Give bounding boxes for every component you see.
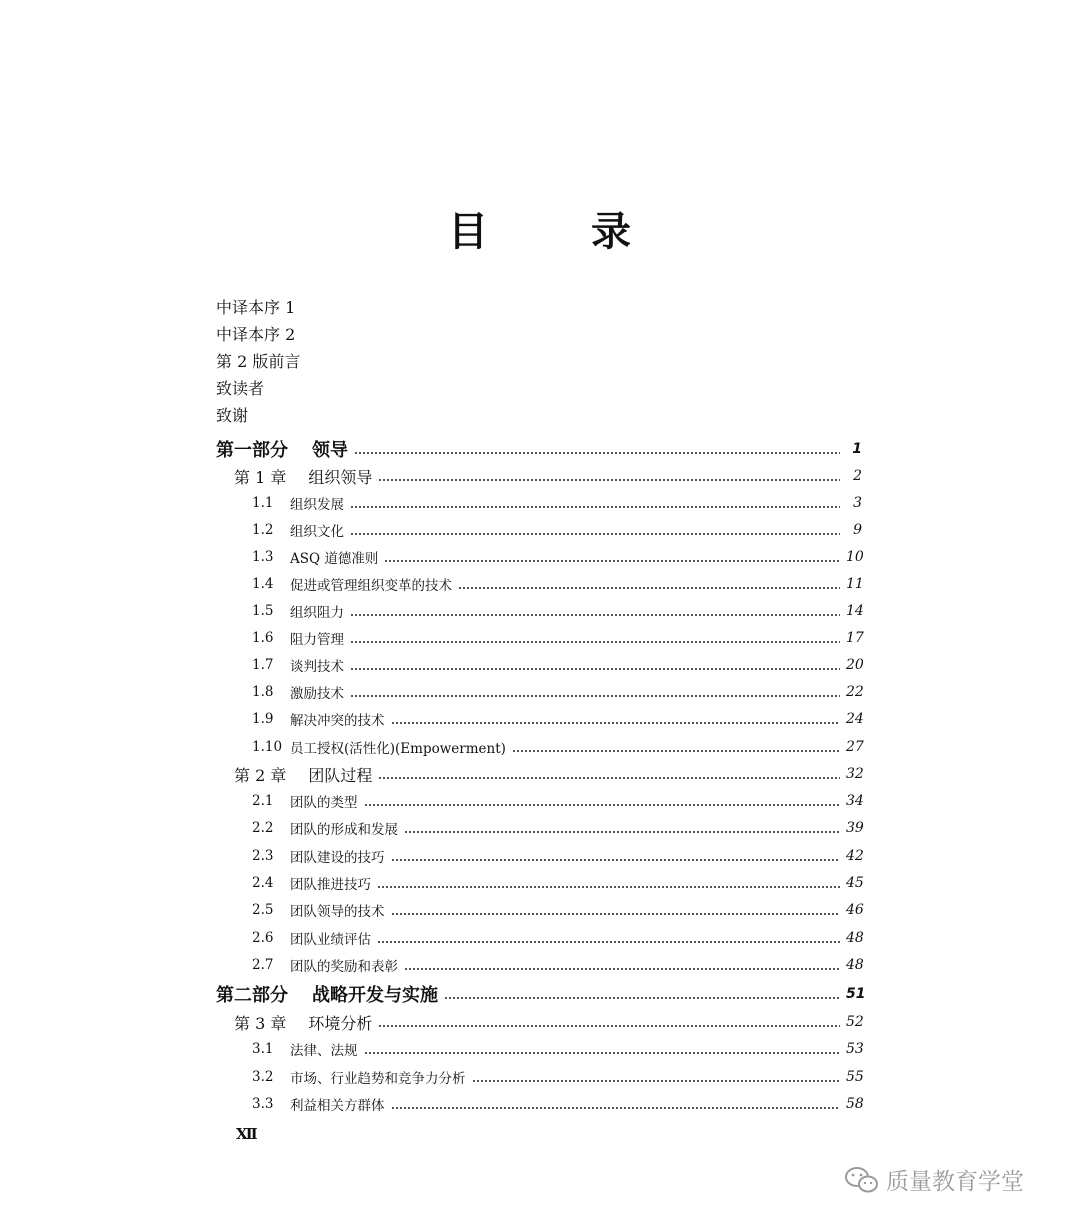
toc-entry-number: 第 3 章	[234, 1013, 287, 1033]
dot-leader	[472, 1066, 841, 1088]
dot-leader	[377, 872, 840, 894]
toc-entry-number: 2.1	[252, 793, 274, 809]
toc-entry-sec[interactable]	[252, 492, 862, 514]
wechat-icon	[844, 1165, 880, 1195]
toc-entry-title: 团队的形成和发展	[290, 822, 398, 838]
dot-leader	[350, 654, 840, 676]
toc-entry-page: 48	[846, 957, 864, 973]
toc-entry-number: 第二部分	[216, 985, 288, 1006]
toc-entry-number: 2.5	[252, 902, 274, 918]
toc-entry-number: 1.5	[252, 603, 274, 619]
toc-entry-title: 组织发展	[290, 497, 344, 513]
toc-entry-number: 2.6	[252, 930, 274, 946]
dot-leader	[512, 736, 840, 758]
toc-entry-sec[interactable]	[252, 1093, 862, 1115]
toc-entry-page: 14	[846, 603, 864, 619]
dot-leader	[350, 600, 840, 622]
toc-entry-number: 1.1	[252, 495, 274, 511]
toc-entry-part[interactable]	[216, 438, 862, 460]
toc-entry-title: 团队的类型	[290, 795, 358, 811]
toc-entry-page: 32	[846, 766, 864, 782]
toc-entry-sec[interactable]	[252, 1038, 862, 1060]
dot-leader	[404, 817, 840, 839]
toc-entry-page: 53	[846, 1041, 864, 1057]
toc-entry-page: 45	[846, 875, 864, 891]
toc-entry-number: 3.1	[252, 1041, 274, 1057]
toc-entry-sec[interactable]	[252, 519, 862, 541]
toc-entry-sec[interactable]	[252, 817, 862, 839]
toc-entry-page: 1	[852, 441, 862, 457]
front-matter-item[interactable]: 致谢	[216, 406, 249, 425]
page-title	[0, 200, 1080, 260]
toc-entry-sec[interactable]	[252, 681, 862, 703]
dot-leader	[350, 519, 840, 541]
toc-entry-number: 1.10	[252, 739, 283, 755]
toc-entry-number: 2.2	[252, 820, 274, 836]
toc-entry-title: 员工授权(活性化)(Empowerment)	[290, 741, 506, 757]
toc-entry-sec[interactable]	[252, 1066, 862, 1088]
dot-leader	[404, 954, 840, 976]
toc-entry-number: 1.9	[252, 711, 274, 727]
toc-entry-sec[interactable]	[252, 845, 862, 867]
toc-entry-page: 27	[846, 739, 864, 755]
toc-entry-title: 团队领导的技术	[290, 904, 385, 920]
dot-leader	[350, 627, 840, 649]
dot-leader	[384, 546, 840, 568]
toc-entry-sec[interactable]	[252, 954, 862, 976]
dot-leader	[378, 1011, 840, 1033]
toc-entry-number: 1.7	[252, 657, 274, 673]
toc-entry-title: 团队建设的技巧	[290, 850, 385, 866]
front-matter-item[interactable]: 中译本序 2	[216, 325, 296, 344]
toc-entry-number: 2.4	[252, 875, 274, 891]
dot-leader	[391, 1093, 841, 1115]
toc-entry-title: 解决冲突的技术	[290, 713, 385, 729]
toc-entry-sec[interactable]	[252, 654, 862, 676]
toc-entry-title: 市场、行业趋势和竞争力分析	[290, 1071, 466, 1087]
toc-entry-title: 组织文化	[290, 524, 344, 540]
toc-entry-title: 环境分析	[308, 1013, 373, 1033]
toc-entry-chap[interactable]	[234, 763, 862, 785]
toc-entry-title: 法律、法规	[290, 1043, 358, 1059]
toc-entry-title: 谈判技术	[290, 659, 344, 675]
toc-entry-number: 3.3	[252, 1096, 274, 1112]
toc-entry-sec[interactable]	[252, 546, 862, 568]
toc-entry-title: 促进或管理组织变革的技术	[290, 578, 452, 594]
toc-entry-page: 17	[846, 630, 864, 646]
toc-entry-page: 24	[846, 711, 864, 727]
toc-entry-title: 组织阻力	[290, 605, 344, 621]
toc-entry-sec[interactable]	[252, 927, 862, 949]
toc-entry-chap[interactable]	[234, 465, 862, 487]
toc-entry-sec[interactable]	[252, 708, 862, 730]
toc-entry-number: 1.2	[252, 522, 274, 538]
dot-leader	[350, 492, 840, 514]
toc-entry-title: 团队的奖励和表彰	[290, 959, 398, 975]
toc-entry-page: 52	[846, 1014, 864, 1030]
toc-entry-sec[interactable]	[252, 736, 862, 758]
title-char-1: 目	[448, 209, 488, 255]
toc-entry-sec[interactable]	[252, 899, 862, 921]
toc-entry-page: 20	[846, 657, 864, 673]
toc-entry-sec[interactable]	[252, 573, 862, 595]
dot-leader	[350, 681, 840, 703]
toc-entry-page: 3	[853, 495, 862, 511]
toc-entry-page: 10	[846, 549, 864, 565]
dot-leader	[391, 899, 841, 921]
title-char-2: 录	[591, 209, 631, 255]
dot-leader	[378, 763, 840, 785]
toc-entry-page: 11	[846, 576, 864, 592]
toc-entry-title: 激励技术	[290, 686, 344, 702]
toc-entry-number: 第一部分	[216, 440, 288, 461]
front-matter-item[interactable]: 第 2 版前言	[216, 352, 301, 371]
toc-entry-title: 领导	[312, 440, 348, 461]
toc-entry-sec[interactable]	[252, 600, 862, 622]
toc-entry-page: 48	[846, 930, 864, 946]
dot-leader	[378, 465, 840, 487]
dot-leader	[458, 573, 840, 595]
front-matter-item[interactable]: 致读者	[216, 379, 265, 398]
toc-entry-page: 46	[846, 902, 864, 918]
dot-leader	[364, 790, 841, 812]
toc-entry-number: 2.3	[252, 848, 274, 864]
toc-entry-title: 组织领导	[308, 467, 373, 487]
toc-entry-title: 利益相关方群体	[290, 1098, 385, 1114]
toc-entry-number: 1.3	[252, 549, 274, 565]
toc-entry-page: 39	[846, 820, 864, 836]
toc-entry-part[interactable]	[216, 983, 866, 1006]
dot-leader	[444, 983, 840, 1005]
toc-entry-page: 58	[846, 1096, 864, 1112]
page-numeral: XII	[236, 1125, 256, 1143]
toc-entry-page: 55	[846, 1069, 864, 1085]
watermark	[844, 1163, 1024, 1196]
dot-leader	[354, 438, 840, 460]
toc-entry-sec[interactable]	[252, 872, 862, 894]
dot-leader	[377, 927, 840, 949]
toc-entry-title: 团队过程	[308, 765, 373, 785]
dot-leader	[391, 845, 841, 867]
toc-entry-page: 2	[853, 468, 862, 484]
toc-entry-title: 战略开发与实施	[312, 985, 438, 1006]
toc-entry-page: 42	[846, 848, 864, 864]
toc-entry-title: 团队业绩评估	[290, 932, 371, 948]
toc-entry-number: 2.7	[252, 957, 274, 973]
toc-entry-page: 51	[846, 986, 866, 1002]
front-matter-item[interactable]: 中译本序 1	[216, 298, 296, 317]
toc-entry-page: 34	[846, 793, 864, 809]
toc-entry-chap[interactable]	[234, 1011, 862, 1033]
toc-entry-number: 第 1 章	[234, 467, 287, 487]
toc-entry-title: ASQ 道德准则	[290, 551, 379, 567]
toc-entry-title: 团队推进技巧	[290, 877, 371, 893]
toc-entry-page: 9	[853, 522, 862, 538]
toc-entry-number: 1.8	[252, 684, 274, 700]
watermark-text: 质量教育学堂	[886, 1169, 1024, 1195]
toc-entry-number: 第 2 章	[234, 765, 287, 785]
toc-entry-title: 阻力管理	[290, 632, 344, 648]
toc-entry-number: 1.4	[252, 576, 274, 592]
toc-entry-number: 1.6	[252, 630, 274, 646]
dot-leader	[391, 708, 841, 730]
dot-leader	[364, 1038, 841, 1060]
toc-entry-number: 3.2	[252, 1069, 274, 1085]
toc-entry-sec[interactable]	[252, 790, 862, 812]
toc-entry-page: 22	[846, 684, 864, 700]
toc-entry-sec[interactable]	[252, 627, 862, 649]
